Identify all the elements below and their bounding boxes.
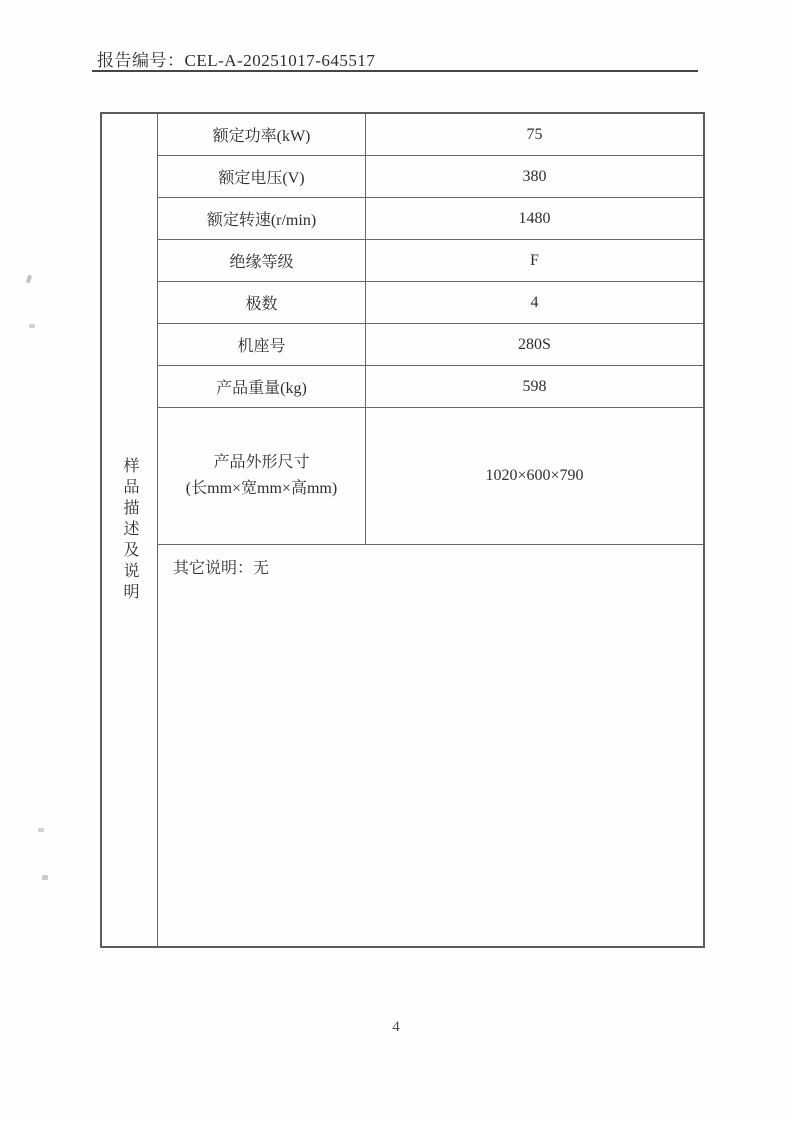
- other-notes-cell: 其它说明：无: [157, 545, 703, 946]
- table-vertical-header: 样品描述及说明: [121, 456, 138, 604]
- spec-label-rated-speed: 额定转速(r/min): [157, 198, 365, 240]
- spec-value-product-weight: 598: [365, 366, 703, 408]
- spec-value-frame-size: 280S: [365, 324, 703, 366]
- report-number: 报告编号：CEL-A-20251017-645517: [97, 51, 376, 70]
- spec-label-insulation-class: 绝缘等级: [157, 240, 365, 282]
- spec-value-rated-power: 75: [365, 114, 703, 156]
- spec-label-pole-count: 极数: [157, 282, 365, 324]
- scan-speck: [29, 324, 35, 328]
- dimension-label-line1: 产品外形尺寸: [213, 454, 310, 471]
- spec-label-product-weight: 产品重量(kg): [157, 366, 365, 408]
- spec-label-rated-power: 额定功率(kW): [157, 114, 365, 156]
- header-rule: [92, 70, 698, 72]
- spec-value-rated-speed: 1480: [365, 198, 703, 240]
- scan-speck: [42, 875, 48, 880]
- scan-speck: [38, 828, 44, 832]
- sample-description-table: [100, 112, 705, 948]
- dimension-label-line2: (长mm×宽mm×高mm): [185, 480, 338, 497]
- spec-value-insulation-class: F: [365, 240, 703, 282]
- spec-value-pole-count: 4: [365, 282, 703, 324]
- spec-value-outline-dimensions: 1020×600×790: [365, 408, 703, 545]
- spec-label-rated-voltage: 额定电压(V): [157, 156, 365, 198]
- scan-speck: [26, 275, 32, 284]
- spec-label-frame-size: 机座号: [157, 324, 365, 366]
- page-number: 4: [392, 1019, 400, 1035]
- spec-label-outline-dimensions: [157, 408, 365, 545]
- spec-value-rated-voltage: 380: [365, 156, 703, 198]
